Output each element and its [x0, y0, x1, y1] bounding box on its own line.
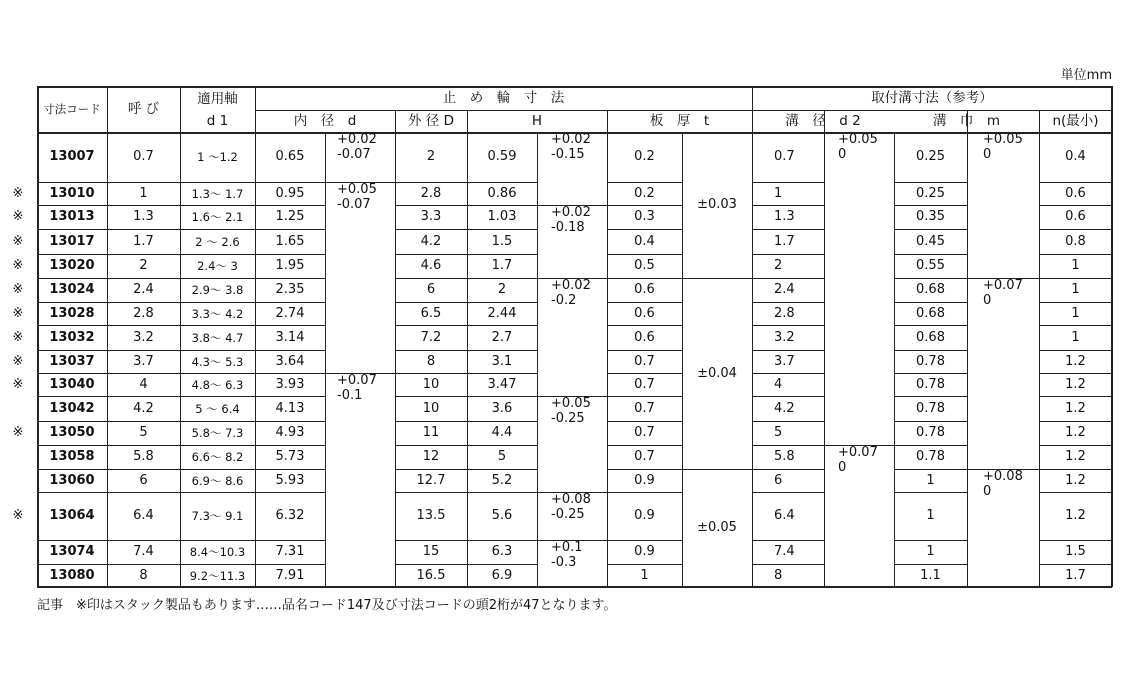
h-tolerance-upper: +0.02 — [551, 132, 591, 147]
thickness-cell: 0.7 — [634, 449, 655, 464]
code-cell: 13040 — [49, 376, 95, 392]
groove-diameter-cell: 1.7 — [774, 233, 795, 249]
nominal-cell: 4.2 — [133, 400, 154, 416]
thickness-cell: 0.6 — [634, 329, 655, 345]
shaft-cell: 1.3～ 1.7 — [191, 186, 244, 201]
groove-diameter-tolerance-upper: +0.05 — [838, 132, 878, 147]
h-cell: 5 — [497, 449, 507, 464]
shaft-cell: 2.4～ 3 — [197, 259, 238, 273]
h-cell: 6.3 — [491, 544, 513, 559]
h-tolerance — [537, 540, 607, 587]
h-tolerance-upper: +0.1 — [551, 540, 583, 555]
n-min-cell: 1.2 — [1065, 353, 1086, 369]
n-min-cell: 0.8 — [1065, 233, 1086, 249]
inner-diameter-cell: 6.32 — [275, 508, 305, 523]
stack-mark: ※ — [12, 425, 24, 440]
code-cell: 13037 — [49, 353, 95, 369]
groove-width-cell: 0.68 — [916, 305, 945, 321]
retaining-ring-dimension-table — [37, 86, 1112, 587]
nominal-cell: 2.4 — [133, 282, 154, 297]
thickness-cell: 0.3 — [634, 209, 655, 224]
thickness-cell: 0.7 — [634, 353, 655, 369]
n-min-cell: 1.7 — [1065, 567, 1086, 583]
n-min-cell: 1.2 — [1065, 376, 1086, 392]
h-cell: 1.03 — [487, 209, 517, 224]
groove-width-tolerance — [967, 278, 1039, 469]
code-cell: 13060 — [49, 472, 95, 488]
nominal-cell: 6 — [139, 472, 148, 488]
nominal-cell: 2 — [139, 258, 148, 273]
inner-diameter-tolerance-lower: -0.07 — [337, 147, 371, 162]
code-cell: 13058 — [49, 449, 95, 464]
thickness-cell: 0.6 — [634, 305, 655, 321]
inner-diameter-cell: 2.35 — [275, 282, 305, 297]
n-min-cell: 1 — [1071, 329, 1080, 345]
h-cell: 3.6 — [491, 400, 513, 416]
nominal-cell: 8 — [139, 567, 148, 583]
groove-diameter-tolerance-upper: +0.07 — [838, 445, 878, 460]
inner-diameter-tolerance — [325, 373, 395, 587]
outer-diameter-cell: 4.2 — [420, 233, 442, 249]
outer-diameter-cell: 6.5 — [420, 305, 442, 321]
shaft-cell: 6.9～ 8.6 — [191, 473, 244, 488]
code-cell: 13020 — [49, 258, 95, 273]
header-thickness: 板 厚 t — [649, 113, 710, 129]
h-cell: 0.59 — [487, 149, 517, 164]
shaft-cell: 2 ～ 2.6 — [195, 234, 240, 249]
inner-diameter-cell: 5.93 — [275, 472, 305, 488]
outer-diameter-cell: 11 — [422, 425, 440, 440]
groove-width-tolerance-lower: 0 — [983, 293, 992, 308]
groove-width-cell: 0.55 — [916, 258, 945, 273]
groove-width-cell: 0.45 — [916, 233, 945, 249]
groove-diameter-cell: 4.2 — [774, 400, 795, 416]
inner-diameter-cell: 0.95 — [275, 185, 305, 201]
inner-diameter-cell: 3.93 — [275, 376, 305, 392]
header-h: H — [531, 113, 543, 129]
code-cell: 13050 — [49, 425, 95, 440]
unit-label: 単位mm — [1060, 68, 1112, 83]
shaft-cell: 8.4～10.3 — [189, 545, 246, 559]
groove-diameter-tolerance — [824, 132, 894, 445]
inner-diameter-cell: 3.64 — [275, 353, 305, 369]
inner-diameter-tolerance-upper: +0.02 — [337, 132, 377, 147]
groove-diameter-cell: 5 — [774, 425, 783, 440]
groove-width-cell: 1 — [926, 472, 935, 488]
groove-diameter-cell: 1.3 — [774, 209, 795, 224]
code-cell: 13080 — [49, 567, 95, 583]
h-tolerance-lower: -0.3 — [551, 555, 577, 570]
groove-diameter-cell: 6 — [774, 472, 783, 488]
groove-width-cell: 0.68 — [916, 329, 945, 345]
inner-diameter-tolerance-upper: +0.05 — [337, 182, 377, 197]
outer-diameter-cell: 10 — [422, 376, 440, 392]
stack-mark: ※ — [12, 508, 24, 523]
groove-width-tolerance — [967, 132, 1039, 278]
shaft-cell: 9.2～11.3 — [189, 568, 246, 583]
code-cell: 13013 — [49, 209, 95, 224]
nominal-cell: 5.8 — [133, 449, 154, 464]
shaft-cell: 5.8～ 7.3 — [191, 426, 244, 440]
inner-diameter-cell: 1.65 — [275, 233, 305, 249]
nominal-cell: 1.3 — [133, 209, 154, 224]
groove-width-tolerance-lower: 0 — [983, 147, 992, 162]
groove-diameter-cell: 4 — [774, 376, 783, 392]
shaft-cell: 6.6～ 8.2 — [191, 450, 244, 464]
stack-mark: ※ — [12, 209, 24, 224]
h-cell: 0.86 — [487, 185, 517, 201]
outer-diameter-cell: 7.2 — [420, 329, 442, 345]
groove-diameter-cell: 6.4 — [774, 508, 795, 523]
n-min-cell: 0.6 — [1065, 185, 1086, 201]
outer-diameter-cell: 12 — [422, 449, 440, 464]
groove-width-cell: 0.78 — [916, 353, 945, 369]
outer-diameter-cell: 13.5 — [416, 508, 446, 523]
outer-diameter-cell: 10 — [422, 400, 440, 416]
shaft-cell: 1.6～ 2.1 — [191, 210, 244, 224]
stack-mark: ※ — [12, 282, 24, 297]
groove-width-tolerance — [967, 469, 1039, 587]
h-tolerance-lower: -0.25 — [551, 411, 585, 426]
n-min-cell: 1.2 — [1065, 472, 1086, 488]
stack-mark: ※ — [12, 233, 24, 249]
groove-width-tolerance-upper: +0.05 — [983, 132, 1023, 147]
nominal-cell: 7.4 — [133, 544, 154, 559]
inner-diameter-tolerance-upper: +0.07 — [337, 373, 377, 388]
n-min-cell: 1.2 — [1065, 508, 1086, 523]
header-outer-diameter: 外 径 D — [408, 113, 454, 129]
h-tolerance-lower: -0.2 — [551, 293, 577, 308]
n-min-cell: 1.2 — [1065, 449, 1086, 464]
inner-diameter-tolerance-lower: -0.07 — [337, 197, 371, 212]
thickness-cell: 0.2 — [634, 149, 655, 164]
inner-diameter-cell: 4.13 — [275, 400, 305, 416]
h-tolerance-upper: +0.02 — [551, 278, 591, 293]
code-cell: 13010 — [49, 185, 95, 201]
nominal-cell: 2.8 — [133, 305, 154, 321]
n-min-cell: 1 — [1071, 258, 1080, 273]
groove-width-cell: 0.68 — [916, 282, 945, 297]
shaft-cell: 3.8～ 4.7 — [191, 330, 244, 345]
code-cell: 13064 — [49, 508, 95, 523]
h-cell: 3.47 — [487, 376, 517, 392]
h-cell: 2 — [497, 282, 507, 297]
outer-diameter-cell: 2 — [426, 149, 436, 164]
shaft-cell: 3.3～ 4.2 — [191, 306, 244, 321]
inner-diameter-cell: 4.93 — [275, 425, 305, 440]
inner-diameter-cell: 7.31 — [275, 544, 305, 559]
inner-diameter-tolerance — [325, 182, 395, 373]
thickness-cell: 0.4 — [634, 233, 655, 249]
h-cell: 3.1 — [491, 353, 513, 369]
groove-width-tolerance-upper: +0.08 — [983, 469, 1023, 484]
groove-diameter-cell: 3.7 — [774, 353, 795, 369]
n-min-cell: 0.4 — [1065, 149, 1086, 164]
thickness-tolerance: ±0.05 — [697, 520, 737, 535]
n-min-cell: 1.2 — [1065, 425, 1086, 440]
code-cell: 13017 — [49, 233, 95, 249]
inner-diameter-cell: 5.73 — [275, 449, 305, 464]
header-groove-diameter: 溝 径 d 2 — [785, 113, 861, 129]
code-cell: 13032 — [49, 329, 95, 345]
groove-diameter-cell: 8 — [774, 567, 783, 583]
shaft-cell: 2.9～ 3.8 — [191, 283, 244, 297]
groove-diameter-tolerance — [824, 445, 894, 587]
n-min-cell: 0.6 — [1065, 209, 1086, 224]
header-code: 寸法コード — [43, 102, 101, 116]
nominal-cell: 1.7 — [133, 233, 154, 249]
groove-width-cell: 1 — [926, 508, 935, 523]
inner-diameter-cell: 2.74 — [275, 305, 305, 321]
thickness-cell: 0.9 — [634, 508, 655, 523]
code-cell: 13074 — [49, 544, 95, 559]
h-tolerance-lower: -0.18 — [551, 220, 585, 235]
n-min-cell: 1.5 — [1065, 544, 1086, 559]
thickness-tolerance: ±0.04 — [697, 365, 737, 381]
inner-diameter-cell: 1.25 — [275, 209, 305, 224]
n-min-cell: 1.2 — [1065, 400, 1086, 416]
groove-diameter-cell: 2 — [774, 258, 783, 273]
shaft-cell: 7.3～ 9.1 — [191, 509, 244, 523]
h-cell: 2.7 — [491, 329, 513, 345]
code-cell: 13007 — [49, 149, 95, 164]
nominal-cell: 3.2 — [133, 329, 154, 345]
h-tolerance — [537, 492, 607, 540]
groove-width-cell: 1.1 — [920, 567, 941, 583]
header-shaft: 適用軸 — [197, 91, 238, 107]
inner-diameter-tolerance-lower: -0.1 — [337, 388, 363, 403]
header-shaft-sub: d 1 — [206, 113, 229, 129]
groove-diameter-cell: 7.4 — [774, 544, 795, 559]
inner-diameter-cell: 0.65 — [275, 149, 305, 164]
code-cell: 13028 — [49, 305, 95, 321]
footnote: 記事 ※印はスタック製品もあります……品名コード147及び寸法コードの頭2桁が47となります。 — [37, 598, 617, 613]
h-cell: 4.4 — [491, 425, 513, 440]
outer-diameter-cell: 4.6 — [420, 258, 442, 273]
outer-diameter-cell: 6 — [426, 282, 436, 297]
h-cell: 1.7 — [491, 258, 513, 273]
header-groove-dimensions: 取付溝寸法（参考） — [871, 90, 993, 106]
inner-diameter-tolerance — [325, 132, 395, 182]
header-ring-dimensions: 止 め 輪 寸 法 — [442, 90, 565, 106]
groove-diameter-cell: 2.8 — [774, 305, 795, 321]
h-tolerance — [537, 396, 607, 492]
groove-width-cell: 0.35 — [916, 209, 945, 224]
groove-diameter-cell: 1 — [774, 185, 783, 201]
groove-diameter-tolerance-lower: 0 — [838, 460, 847, 475]
h-tolerance — [537, 132, 607, 205]
groove-diameter-tolerance-lower: 0 — [838, 147, 847, 162]
thickness-cell: 0.6 — [634, 282, 655, 297]
groove-width-cell: 0.78 — [916, 400, 945, 416]
shaft-cell: 1 ～1.2 — [197, 150, 238, 164]
h-cell: 2.44 — [487, 305, 517, 321]
thickness-cell: 0.9 — [634, 472, 655, 488]
h-tolerance-upper: +0.08 — [551, 492, 591, 507]
nominal-cell: 6.4 — [133, 508, 154, 523]
thickness-cell: 0.7 — [634, 376, 655, 392]
groove-width-tolerance-upper: +0.07 — [983, 278, 1023, 293]
shaft-cell: 4.3～ 5.3 — [191, 354, 244, 369]
groove-diameter-cell: 3.2 — [774, 329, 795, 345]
n-min-cell: 1 — [1071, 282, 1080, 297]
header-groove-width: 溝 巾 m — [932, 113, 1001, 129]
code-cell: 13024 — [49, 282, 95, 297]
inner-diameter-cell: 1.95 — [275, 258, 305, 273]
groove-diameter-cell: 2.4 — [774, 282, 795, 297]
inner-diameter-cell: 7.91 — [275, 567, 305, 583]
stack-mark: ※ — [12, 258, 24, 273]
header-n-min: n(最小) — [1052, 113, 1099, 129]
h-cell: 5.6 — [491, 508, 513, 523]
code-cell: 13042 — [49, 400, 95, 416]
groove-width-cell: 1 — [926, 544, 935, 559]
outer-diameter-cell: 3.3 — [420, 209, 442, 224]
groove-width-cell: 0.25 — [916, 185, 945, 201]
groove-width-tolerance-lower: 0 — [983, 484, 992, 499]
nominal-cell: 1 — [139, 185, 148, 201]
shaft-cell: 4.8～ 6.3 — [191, 377, 244, 392]
header-nominal: 呼 び — [127, 101, 160, 117]
h-cell: 6.9 — [491, 567, 513, 583]
outer-diameter-cell: 12.7 — [416, 472, 446, 488]
groove-width-cell: 0.78 — [916, 449, 945, 464]
h-tolerance — [537, 205, 607, 278]
groove-width-cell: 0.78 — [916, 425, 945, 440]
h-tolerance-lower: -0.15 — [551, 147, 585, 162]
outer-diameter-cell: 15 — [422, 544, 440, 559]
thickness-cell: 0.2 — [634, 185, 655, 201]
h-tolerance — [537, 278, 607, 396]
header-inner-diameter: 内 径 d — [293, 113, 357, 129]
groove-width-cell: 0.78 — [916, 376, 945, 392]
outer-diameter-cell: 8 — [426, 353, 436, 369]
stack-mark: ※ — [12, 376, 24, 392]
n-min-cell: 1 — [1071, 305, 1080, 321]
nominal-cell: 3.7 — [133, 353, 154, 369]
h-cell: 5.2 — [491, 472, 513, 488]
inner-diameter-cell: 3.14 — [275, 329, 305, 345]
nominal-cell: 0.7 — [133, 149, 154, 164]
h-tolerance-upper: +0.05 — [551, 396, 591, 411]
stack-mark: ※ — [12, 329, 24, 345]
stack-mark: ※ — [12, 353, 24, 369]
groove-diameter-cell: 5.8 — [774, 449, 795, 464]
outer-diameter-cell: 2.8 — [420, 185, 442, 201]
groove-diameter-cell: 0.7 — [774, 149, 795, 164]
outer-diameter-cell: 16.5 — [416, 567, 446, 583]
thickness-cell: 1 — [640, 567, 649, 583]
nominal-cell: 5 — [139, 425, 148, 440]
thickness-tolerance: ±0.03 — [697, 197, 737, 212]
thickness-cell: 0.7 — [634, 400, 655, 416]
groove-width-cell: 0.25 — [916, 149, 945, 164]
h-tolerance-upper: +0.02 — [551, 205, 591, 220]
h-tolerance-lower: -0.25 — [551, 507, 585, 522]
h-cell: 1.5 — [491, 233, 513, 249]
stack-mark: ※ — [12, 305, 24, 321]
nominal-cell: 4 — [139, 376, 148, 392]
thickness-cell: 0.5 — [634, 258, 655, 273]
shaft-cell: 5 ～ 6.4 — [195, 401, 240, 416]
thickness-cell: 0.7 — [634, 425, 655, 440]
stack-mark: ※ — [12, 185, 24, 201]
thickness-cell: 0.9 — [634, 544, 655, 559]
